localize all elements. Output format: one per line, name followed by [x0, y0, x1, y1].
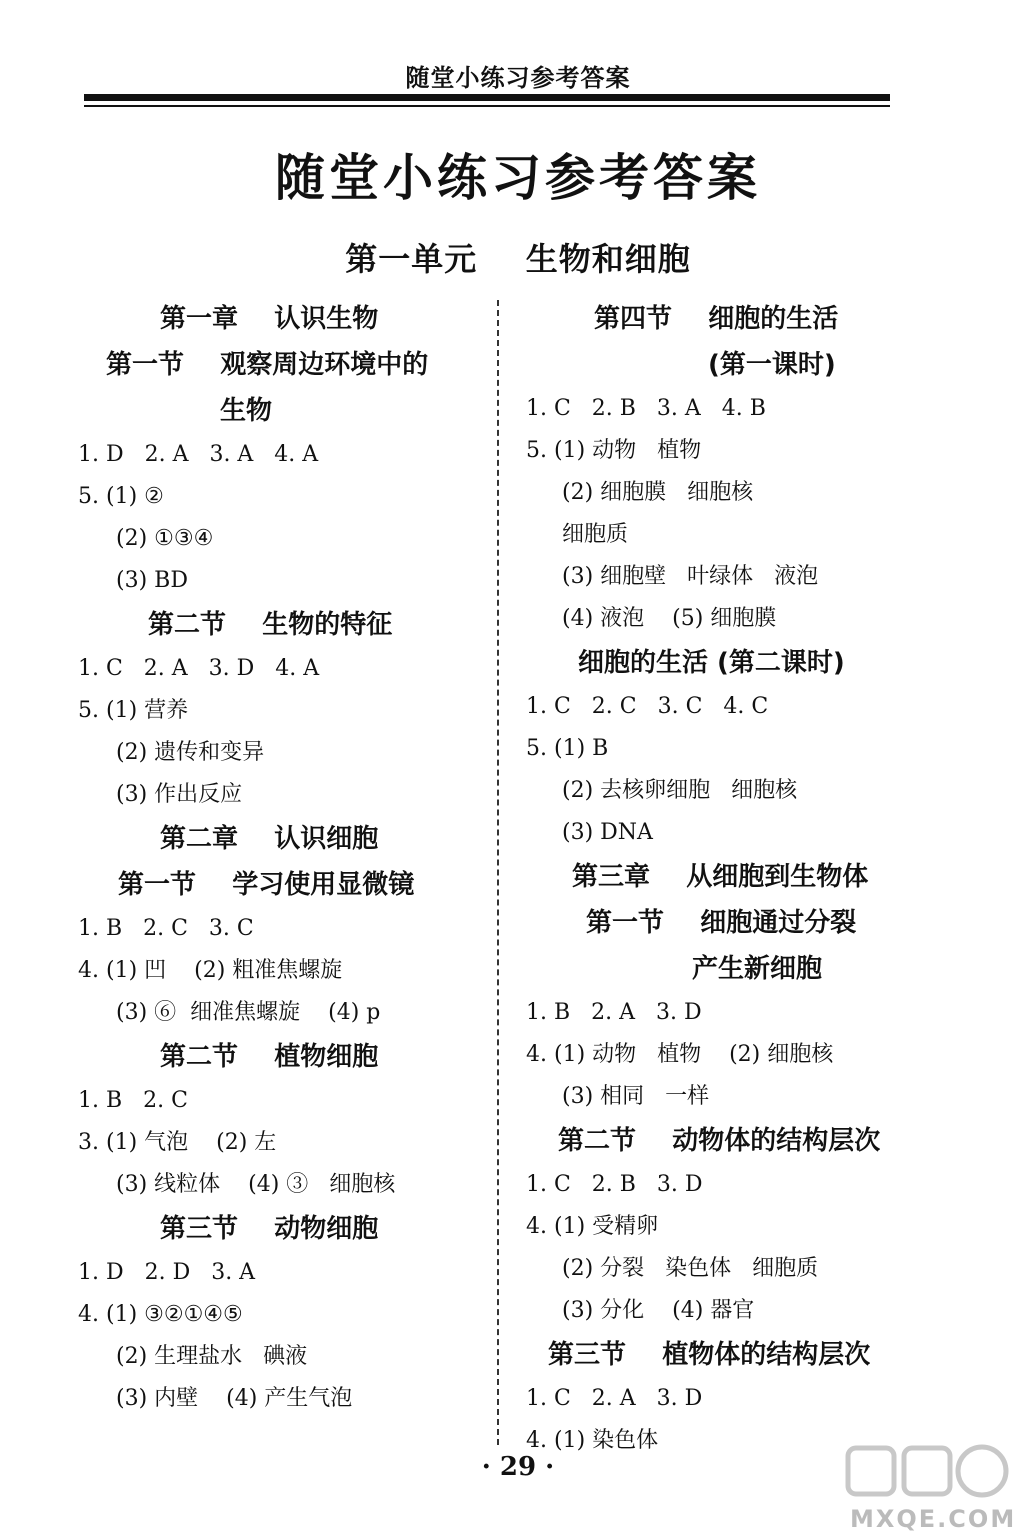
answer-line: 5. (1) 营养 [78, 698, 189, 723]
answer-line: (3) 作出反应 [116, 782, 243, 807]
answer-line: (3) DNA [562, 820, 653, 845]
answer-line: 1. B 2. C [78, 1088, 188, 1113]
unit-title: 第一单元 生物和细胞 [345, 240, 691, 278]
answer-line: 4. (1) ③②①④⑤ [78, 1302, 243, 1327]
answer-line: 1. C 2. A 3. D [526, 1386, 703, 1411]
section-heading: 第三节 植物体的结构层次 [548, 1340, 871, 1370]
section-heading: 第一节 细胞通过分裂 [586, 908, 857, 938]
header-rule-thin [84, 105, 890, 107]
answer-line: 1. C 2. B 3. A 4. B [526, 396, 766, 421]
watermark-text: MXQE.COM [850, 1505, 1017, 1533]
answer-line: 4. (1) 染色体 [526, 1428, 659, 1453]
answer-line: (3) ⑥ 细准焦螺旋 (4) p [116, 1000, 381, 1025]
section-heading: 第三节 动物细胞 [160, 1214, 379, 1244]
section-heading: 第二节 植物细胞 [160, 1042, 379, 1072]
running-header: 随堂小练习参考答案 [405, 64, 631, 92]
answer-line: (3) 内壁 (4) 产生气泡 [116, 1386, 353, 1411]
answer-line: 5. (1) B [526, 736, 609, 761]
section-heading: 第一节 观察周边环境中的 [106, 350, 429, 380]
answer-line: (2) ①③④ [116, 526, 214, 551]
answer-line: (3) 细胞壁 叶绿体 液泡 [562, 564, 819, 589]
answer-line: 1. C 2. A 3. D 4. A [78, 656, 320, 681]
answer-line: 4. (1) 凹 (2) 粗准焦螺旋 [78, 958, 343, 983]
answer-line: 5. (1) 动物 植物 [526, 438, 702, 463]
page-number: · 29 · [481, 1452, 555, 1482]
section-heading: (第一课时) [708, 350, 836, 380]
section-heading: 第四节 细胞的生活 [594, 304, 839, 334]
answer-line: 1. B 2. C 3. C [78, 916, 254, 941]
header-rule-thick [84, 94, 890, 101]
section-heading: 第一章 认识生物 [160, 304, 379, 334]
answer-line: 4. (1) 受精卵 [526, 1214, 659, 1239]
section-heading: 第一节 学习使用显微镜 [118, 870, 415, 900]
answer-line: (3) 线粒体 (4) ③ 细胞核 [116, 1172, 396, 1197]
column-divider [497, 300, 499, 1445]
section-heading: 细胞的生活 (第二课时) [578, 648, 845, 678]
left-column [78, 296, 478, 1420]
answer-line: (4) 液泡 (5) 细胞膜 [562, 606, 777, 631]
answer-line: (3) BD [116, 568, 188, 593]
answer-line: 5. (1) ② [78, 484, 164, 509]
answer-line: (2) 分裂 染色体 细胞质 [562, 1256, 819, 1281]
answer-line: 1. C 2. C 3. C 4. C [526, 694, 769, 719]
answer-line: 细胞质 [562, 522, 629, 547]
section-heading: 第二节 动物体的结构层次 [558, 1126, 881, 1156]
answer-line: (2) 遗传和变异 [116, 740, 265, 765]
page-title: 随堂小练习参考答案 [275, 149, 761, 207]
right-column [520, 296, 920, 1462]
answer-line: (3) 相同 一样 [562, 1084, 710, 1109]
answer-line: 1. D 2. A 3. A 4. A [78, 442, 319, 467]
answer-line: 1. D 2. D 3. A [78, 1260, 256, 1285]
section-heading: 第二节 生物的特征 [148, 610, 393, 640]
section-heading: 产生新细胞 [692, 954, 823, 984]
section-heading: 第二章 认识细胞 [160, 824, 379, 854]
answer-line: (2) 细胞膜 细胞核 [562, 480, 754, 505]
answer-line: 1. B 2. A 3. D [526, 1000, 702, 1025]
answer-line: 4. (1) 动物 植物 (2) 细胞核 [526, 1042, 834, 1067]
section-heading: 生物 [220, 396, 273, 426]
answer-line: (3) 分化 (4) 器官 [562, 1298, 755, 1323]
answer-line: 3. (1) 气泡 (2) 左 [78, 1130, 277, 1155]
answer-line: (2) 生理盐水 碘液 [116, 1344, 308, 1369]
section-heading: 第三章 从细胞到生物体 [572, 862, 869, 892]
answer-line: (2) 去核卵细胞 细胞核 [562, 778, 798, 803]
answer-line: 1. C 2. B 3. D [526, 1172, 703, 1197]
